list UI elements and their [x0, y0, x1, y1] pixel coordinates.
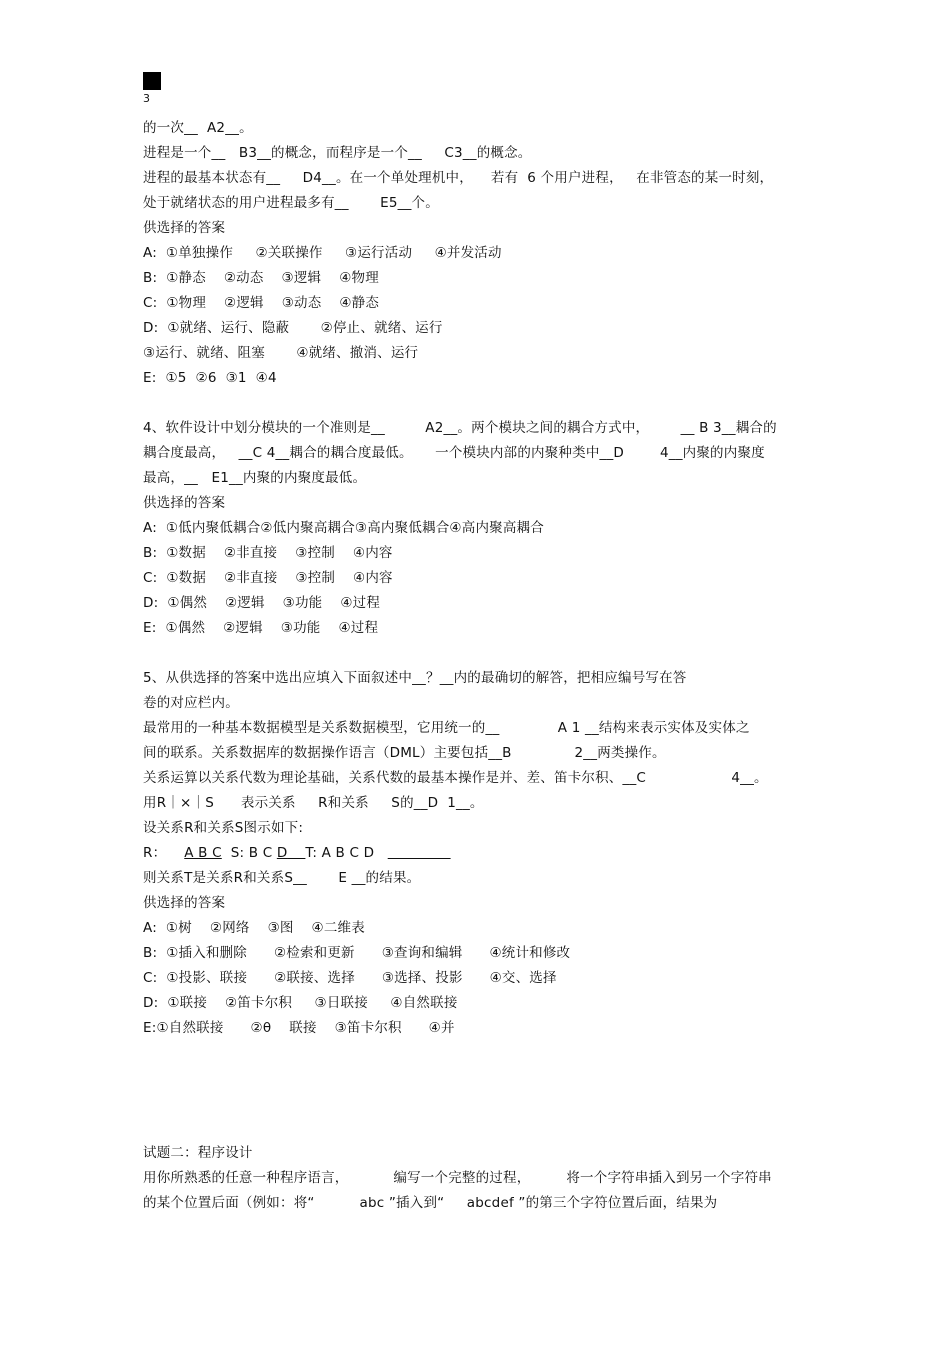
relation-r-label: R：	[143, 845, 167, 861]
q3-option-e: E: ①5 ②6 ③1 ④4	[143, 370, 277, 386]
q5-line: 间的联系。关系数据库的数据操作语言（DML）主要包括__B 2__两类操作。	[143, 745, 666, 761]
q3-line: 进程的最基本状态有__ D4__。在一个单处理机中， 若有 6 个用户进程， 在非管态的某一时刻，	[143, 170, 774, 186]
page-number: 3	[143, 92, 150, 105]
q5-option-e: E:①自然联接 ②θ 联接 ③笛卡尔积 ④并	[143, 1020, 455, 1036]
q5-line: 最常用的一种基本数据模型是关系数据模型，它用统一的__ A 1 __结构来表示实体及实体之	[143, 720, 750, 736]
q5-option-d: D: ①联接 ②笛卡尔积 ③日联接 ④自然联接	[143, 995, 458, 1011]
q4-line: 最高，__ E1__内聚的内聚度最低。	[143, 470, 367, 486]
q5-line: 用R｜×｜S 表示关系 R和关系 S的__D 1__。	[143, 795, 484, 811]
q4-option-e: E: ①偶然 ②逻辑 ③功能 ④过程	[143, 620, 379, 636]
q5-line: 设关系R和关系S图示如下:	[143, 820, 304, 836]
q3-line: 的一次__ A2__。	[143, 120, 253, 136]
relation-t-columns: T: A B C D	[305, 845, 375, 861]
q4-option-a: A: ①低内聚低耦合②低内聚高耦合③高内聚低耦合④高内聚高耦合	[143, 520, 544, 536]
q5-line: 关系运算以关系代数为理论基础，关系代数的最基本操作是并、差、笛卡尔积、__C 4__。	[143, 770, 768, 786]
q4-line: 耦合度最高， __C 4__耦合的耦合度最低。 一个模块内部的内聚种类中__D 4__内聚的内聚度	[143, 445, 765, 461]
q3-option-c: C: ①物理 ②逻辑 ③动态 ④静态	[143, 295, 380, 311]
q3-option-a: A: ①单独操作 ②关联操作 ③运行活动 ④并发活动	[143, 245, 502, 261]
q3-answers-heading: 供选择的答案	[143, 220, 226, 236]
q3-option-d-cont: ③运行、就绪、阻塞 ④就绪、撤消、运行	[143, 345, 419, 361]
part2-line: 的某个位置后面（例如：将“ abc ”插入到“ abcdef ”的第三个字符位置后面，结果为	[143, 1195, 718, 1211]
black-square-marker	[143, 72, 161, 90]
q3-line: 处于就绪状态的用户进程最多有__ E5__个。	[143, 195, 439, 211]
q4-answers-heading: 供选择的答案	[143, 495, 226, 511]
relation-blank	[388, 845, 451, 861]
relation-r-columns: A B C	[184, 845, 222, 861]
q4-option-d: D: ①偶然 ②逻辑 ③功能 ④过程	[143, 595, 381, 611]
part2-line: 用你所熟悉的任意一种程序语言， 编写一个完整的过程， 将一个字符串插入到另一个字符串	[143, 1170, 772, 1186]
q5-line: 5、从供选择的答案中选出应填入下面叙述中__？__内的最确切的解答，把相应编号写在答	[143, 670, 687, 686]
q3-line: 进程是一个__ B3__的概念，而程序是一个__ C3__的概念。	[143, 145, 532, 161]
relation-line	[143, 844, 823, 862]
q3-option-b: B: ①静态 ②动态 ③逻辑 ④物理	[143, 270, 379, 286]
q4-option-c: C: ①数据 ②非直接 ③控制 ④内容	[143, 570, 393, 586]
part2-heading: 试题二：程序设计	[143, 1145, 253, 1161]
q5-option-b: B: ①插入和删除 ②检索和更新 ③查询和编辑 ④统计和修改	[143, 945, 571, 961]
q5-answers-heading: 供选择的答案	[143, 895, 226, 911]
q3-option-d: D: ①就绪、运行、隐蔽 ②停止、就绪、运行	[143, 320, 443, 336]
relation-s-d: D	[276, 845, 288, 861]
relation-s-columns: S: B C	[230, 845, 273, 861]
q5-line: 则关系T是关系R和关系S__ E __的结果。	[143, 870, 421, 886]
q4-option-b: B: ①数据 ②非直接 ③控制 ④内容	[143, 545, 393, 561]
q4-line: 4、软件设计中划分模块的一个准则是__ A2__。两个模块之间的耦合方式中， __ B 3__耦合的	[143, 420, 777, 436]
q5-line: 卷的对应栏内。	[143, 695, 239, 711]
q5-option-a: A: ①树 ②网络 ③图 ④二维表	[143, 920, 365, 936]
q5-option-c: C: ①投影、联接 ②联接、选择 ③选择、投影 ④交、选择	[143, 970, 557, 986]
